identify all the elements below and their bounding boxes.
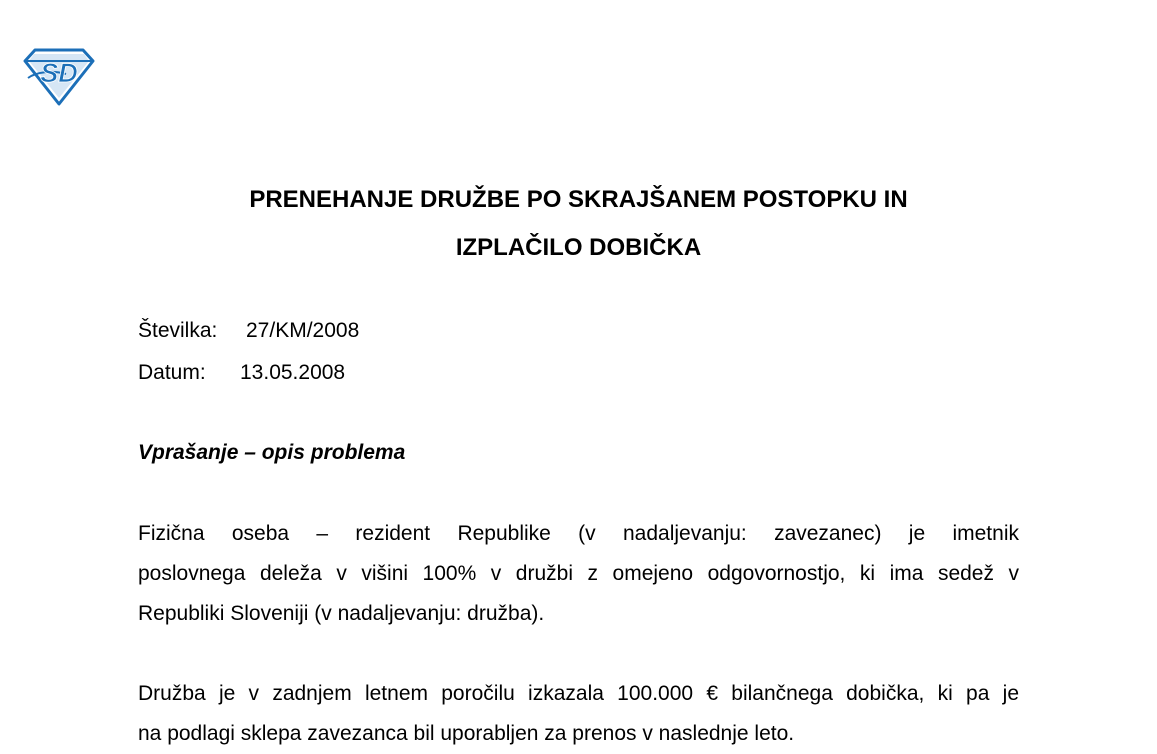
document-date-row xyxy=(138,360,345,386)
document-date-label: Datum: xyxy=(138,361,206,384)
document-title-line-2: IZPLAČILO DOBIČKA xyxy=(455,234,702,261)
paragraph-line: poslovnega deleža v višini 100% v družbi z omejeno odgovornostjo, ki ima sedež v xyxy=(138,562,1019,585)
company-logo xyxy=(22,48,96,106)
paragraph-line: Družba je v zadnjem letnem poročilu izkazala 100.000 € bilančnega dobička, ki pa je xyxy=(138,682,1019,705)
sd-shield-icon xyxy=(22,48,96,106)
paragraph-1 xyxy=(138,514,1019,634)
document-number-value: 27/KM/2008 xyxy=(246,319,360,342)
paragraph-line: Republiki Sloveniji (v nadaljevanju: družba). xyxy=(138,602,545,625)
paragraph-2 xyxy=(138,674,1019,754)
document-number-label: Številka: xyxy=(138,319,218,342)
document-title-line-1: PRENEHANJE DRUŽBE PO SKRAJŠANEM POSTOPKU IN xyxy=(249,186,908,213)
svg-text:SD: SD xyxy=(40,58,78,88)
paragraph-line: Fizična oseba – rezident Republike (v nadaljevanju: zavezanec) je imetnik xyxy=(138,522,1019,545)
document-date-value: 13.05.2008 xyxy=(240,361,346,384)
paragraph-line: na podlagi sklepa zavezanca bil uporabljen za prenos v naslednje leto. xyxy=(138,722,795,745)
document-number-row xyxy=(138,318,359,344)
section-heading: Vprašanje – opis problema xyxy=(138,441,406,464)
